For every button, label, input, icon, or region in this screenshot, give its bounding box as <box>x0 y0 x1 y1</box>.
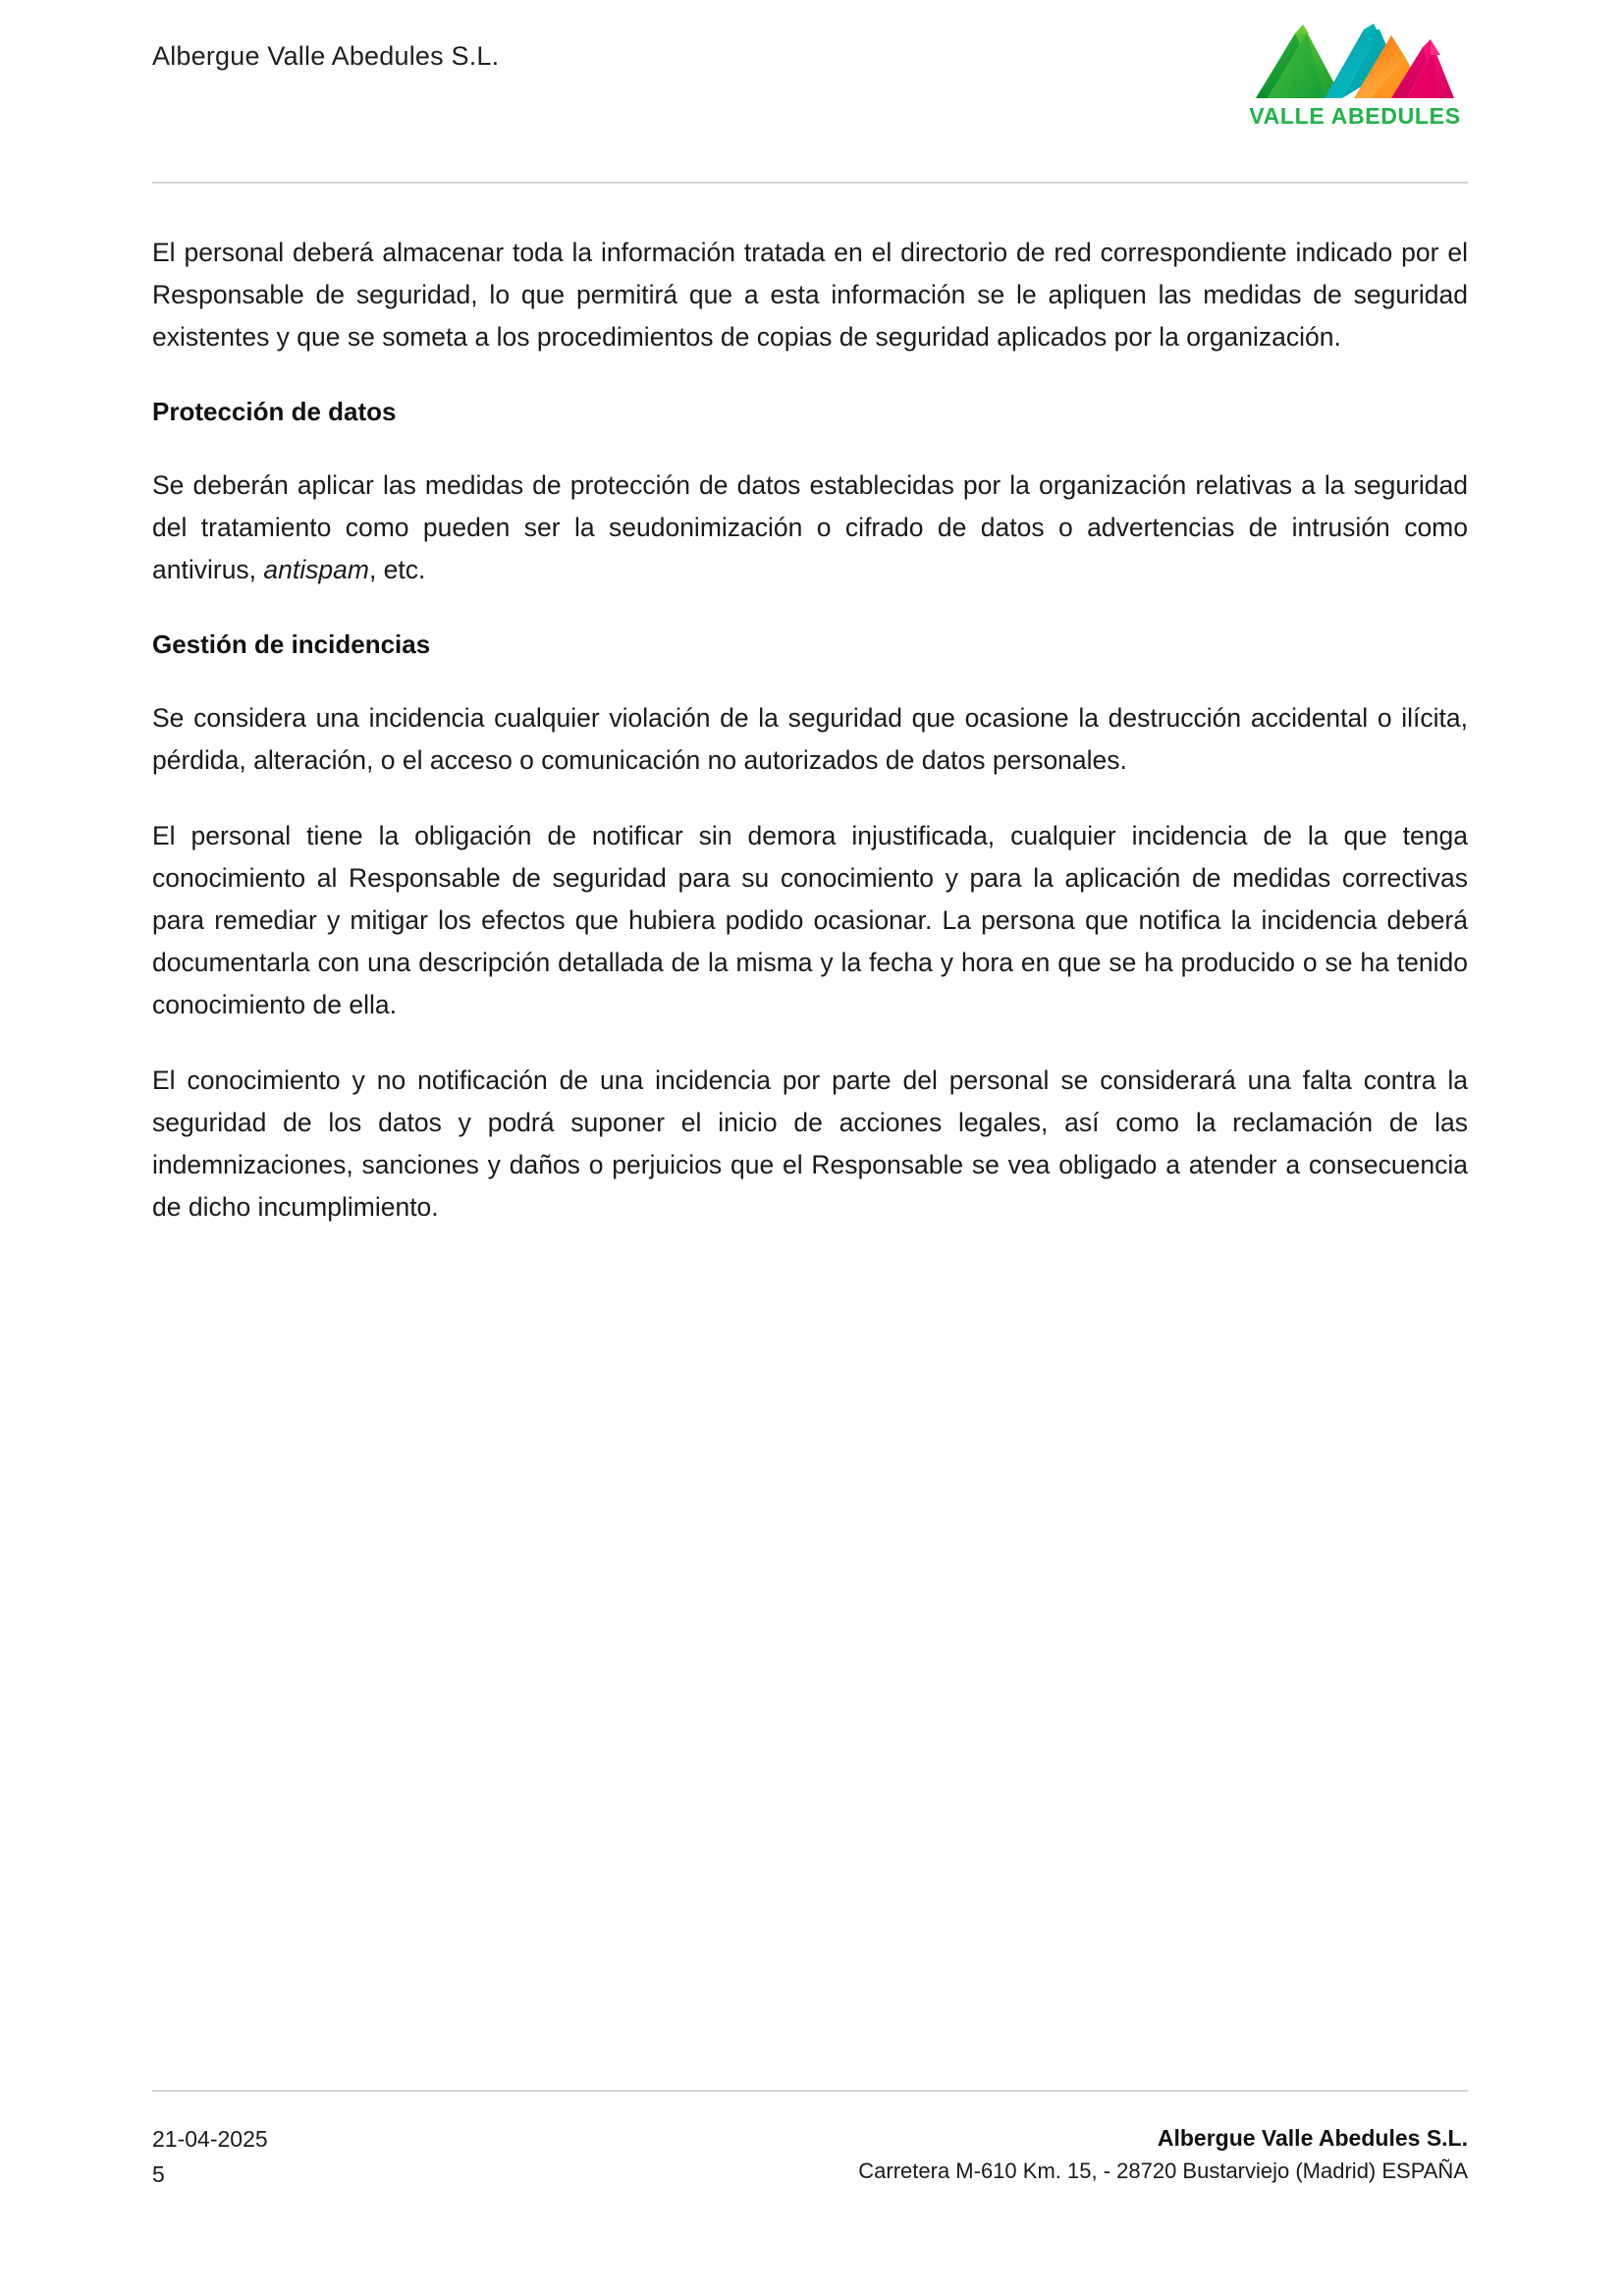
page-number: 5 <box>152 2161 165 2187</box>
footer-divider <box>152 2090 1468 2092</box>
mountain-chevron-logo-icon <box>1248 12 1462 102</box>
document-body <box>152 232 1468 1229</box>
paragraph-proteccion-de-datos <box>152 465 1468 591</box>
footer-right-block <box>858 2121 1468 2188</box>
paragraph-proteccion-part1: Se deberán aplicar las medidas de protección de datos establecidas por la organización relativas a la seguridad del tratamiento como pueden ser la seudonimización o cifrado de datos o advertencias de intrusión como antivirus, <box>152 470 1468 584</box>
paragraph-obligacion-notificar: El personal tiene la obligación de notificar sin demora injustificada, cualquier incidencia de la que tenga conocimiento al Responsable de seguridad para su conocimiento y para la aplicación de medidas correctivas para remediar y mitigar los efectos que hubiera podido ocasionar. La persona que notifica la incidencia deberá documentarla con una descripción detallada de la misma y la fecha y hora en que se ha producido o se ha tenido conocimiento de ella. <box>152 821 1468 1019</box>
paragraph-falta-y-sanciones: El conocimiento y no notificación de una incidencia por parte del personal se considerará una falta contra la seguridad de los datos y podrá suponer el inicio de acciones legales, así como la reclamación de las indemnizaciones, sanciones y daños o perjuicios que el Responsable se vea obligado a atender a consecuencia de dicho incumplimiento. <box>152 1066 1468 1222</box>
heading-proteccion-de-datos: Protección de datos <box>152 397 397 426</box>
term-antispam: antispam <box>263 555 369 584</box>
paragraph-storage-policy: El personal deberá almacenar toda la información tratada en el directorio de red correspondiente indicado por el Responsable de seguridad, lo que permitirá que a esta información se le apliquen las medidas de seguridad existentes y que se someta a los procedimientos de copias de seguridad aplicados por la organización. <box>152 238 1468 352</box>
footer-address: Carretera M-610 Km. 15, - 28720 Bustarviejo (Madrid) ESPAÑA <box>858 2159 1468 2183</box>
header-divider <box>152 182 1468 184</box>
footer-left-block <box>152 2121 268 2192</box>
company-logo <box>1248 12 1462 130</box>
page-footer <box>152 2121 1468 2192</box>
page-header <box>152 0 1468 183</box>
logo-wordmark: VALLE ABEDULES <box>1249 103 1461 129</box>
footer-date: 21-04-2025 <box>152 2126 268 2152</box>
paragraph-definicion-incidencia: Se considera una incidencia cualquier violación de la seguridad que ocasione la destrucción accidental o ilícita, pérdida, alteración, o el acceso o comunicación no autorizados de datos personales. <box>152 703 1468 775</box>
footer-company-name: Albergue Valle Abedules S.L. <box>1157 2125 1468 2151</box>
paragraph-proteccion-part2: , etc. <box>368 555 426 584</box>
header-company-name: Albergue Valle Abedules S.L. <box>152 41 500 71</box>
heading-gestion-de-incidencias: Gestión de incidencias <box>152 629 431 659</box>
